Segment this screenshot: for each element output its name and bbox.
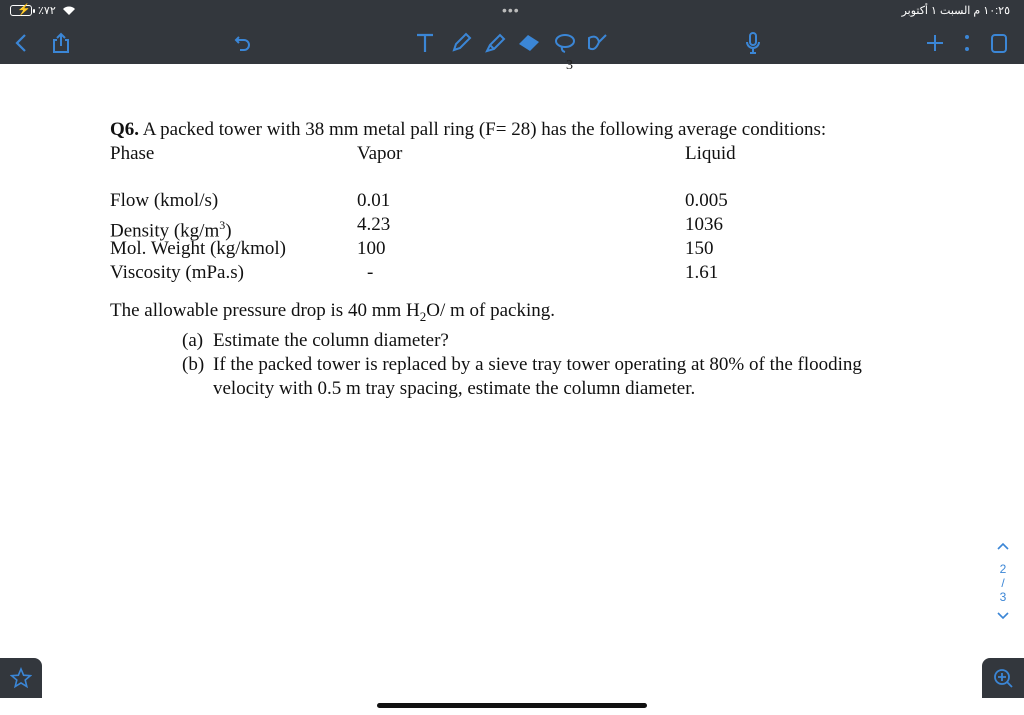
total-pages: 3 (999, 590, 1007, 604)
question-text: A packed tower with 38 mm metal pall ring (F= 28) has the following average conditions: (139, 119, 827, 140)
shapes-button[interactable] (582, 28, 612, 58)
table-row (110, 237, 950, 261)
page-separator: / (1001, 576, 1005, 590)
toolbar (0, 22, 1024, 64)
share-icon (51, 32, 71, 54)
add-button[interactable] (920, 28, 950, 58)
wifi-icon (62, 5, 76, 16)
pressure-text-sub: 2 (419, 308, 427, 324)
text-tool-icon (415, 32, 435, 54)
zoom-button[interactable] (982, 658, 1024, 698)
part-a-text: Estimate the column diameter? (213, 329, 449, 351)
pen-button[interactable] (446, 28, 476, 58)
header-vapor: Vapor (357, 143, 403, 164)
favorite-button[interactable] (0, 658, 42, 698)
undo-icon (233, 33, 253, 53)
row-vapor: 0.01 (357, 190, 391, 211)
highlighter-button[interactable] (480, 28, 510, 58)
table-row (110, 189, 950, 213)
more-button[interactable] (952, 28, 982, 58)
question-title (110, 118, 950, 142)
table-row (110, 261, 950, 285)
back-icon (14, 33, 28, 53)
zoom-in-icon (992, 667, 1014, 689)
page-down-button[interactable] (988, 610, 1018, 624)
row-label: Mol. Weight (kg/kmol) (110, 238, 286, 259)
part-b-label: (b) (182, 353, 205, 375)
part-a-label: (a) (182, 329, 204, 351)
status-bar (0, 0, 1024, 22)
battery-percent: ٪٧٢ (38, 5, 56, 17)
chevron-down-icon (996, 611, 1010, 621)
header-liquid: Liquid (685, 143, 736, 164)
lasso-icon (553, 32, 577, 54)
row-vapor: 100 (357, 238, 386, 259)
add-icon (925, 33, 945, 53)
part-b (110, 353, 950, 377)
row-label-sup: 3 (219, 218, 226, 232)
page-fold-mark: 3 (566, 58, 573, 73)
eraser-button[interactable] (514, 28, 544, 58)
pressure-text-end: O/ m of packing. (426, 300, 555, 321)
pages-button[interactable] (984, 28, 1014, 58)
share-button[interactable] (46, 28, 76, 58)
pen-icon (450, 32, 472, 54)
page-up-button[interactable] (988, 540, 1018, 554)
row-label: Flow (kmol/s) (110, 190, 219, 211)
time-date: ١٠:٢٥ م السبت ١ أكتوبر (901, 5, 1010, 17)
more-icon (964, 33, 970, 53)
row-label-close: ) (225, 220, 232, 242)
header-phase: Phase (110, 143, 155, 164)
pages-icon (990, 32, 1008, 54)
pressure-drop-text (110, 299, 950, 329)
status-left (10, 4, 76, 17)
microphone-icon (744, 31, 762, 55)
chevron-up-icon (996, 541, 1010, 551)
undo-button[interactable] (228, 28, 258, 58)
row-liquid: 1036 (685, 214, 723, 235)
current-page: 2 (999, 562, 1007, 576)
pressure-text-start: The allowable pressure drop is 40 mm H (110, 300, 420, 321)
part-b-continuation: velocity with 0.5 m tray spacing, estimate the column diameter. (213, 377, 696, 399)
row-liquid: 150 (685, 238, 714, 259)
table-row (110, 213, 950, 242)
battery-icon: ⚡ (10, 5, 32, 16)
table-header-row (110, 142, 950, 166)
part-b-text: If the packed tower is replaced by a sieve tray tower operating at 80% of the flooding (213, 353, 862, 375)
document-page (110, 118, 950, 401)
star-icon (10, 667, 32, 689)
eraser-icon (516, 32, 542, 54)
text-tool-button[interactable] (410, 28, 440, 58)
row-vapor: - (367, 262, 374, 283)
row-label-text: Density (kg/m (110, 220, 220, 242)
back-button[interactable] (6, 28, 36, 58)
highlighter-icon (483, 32, 507, 54)
row-liquid: 0.005 (685, 190, 728, 211)
row-label: Viscosity (mPa.s) (110, 262, 244, 283)
lasso-button[interactable] (550, 28, 580, 58)
question-number: Q6. (110, 119, 140, 140)
multitasking-dots[interactable]: ••• (502, 2, 520, 18)
home-indicator[interactable] (377, 703, 647, 708)
microphone-button[interactable] (738, 28, 768, 58)
row-vapor: 4.23 (357, 214, 391, 235)
part-a (110, 329, 950, 353)
shapes-icon (585, 32, 609, 54)
row-liquid: 1.61 (685, 262, 719, 283)
page-navigator (988, 540, 1018, 624)
